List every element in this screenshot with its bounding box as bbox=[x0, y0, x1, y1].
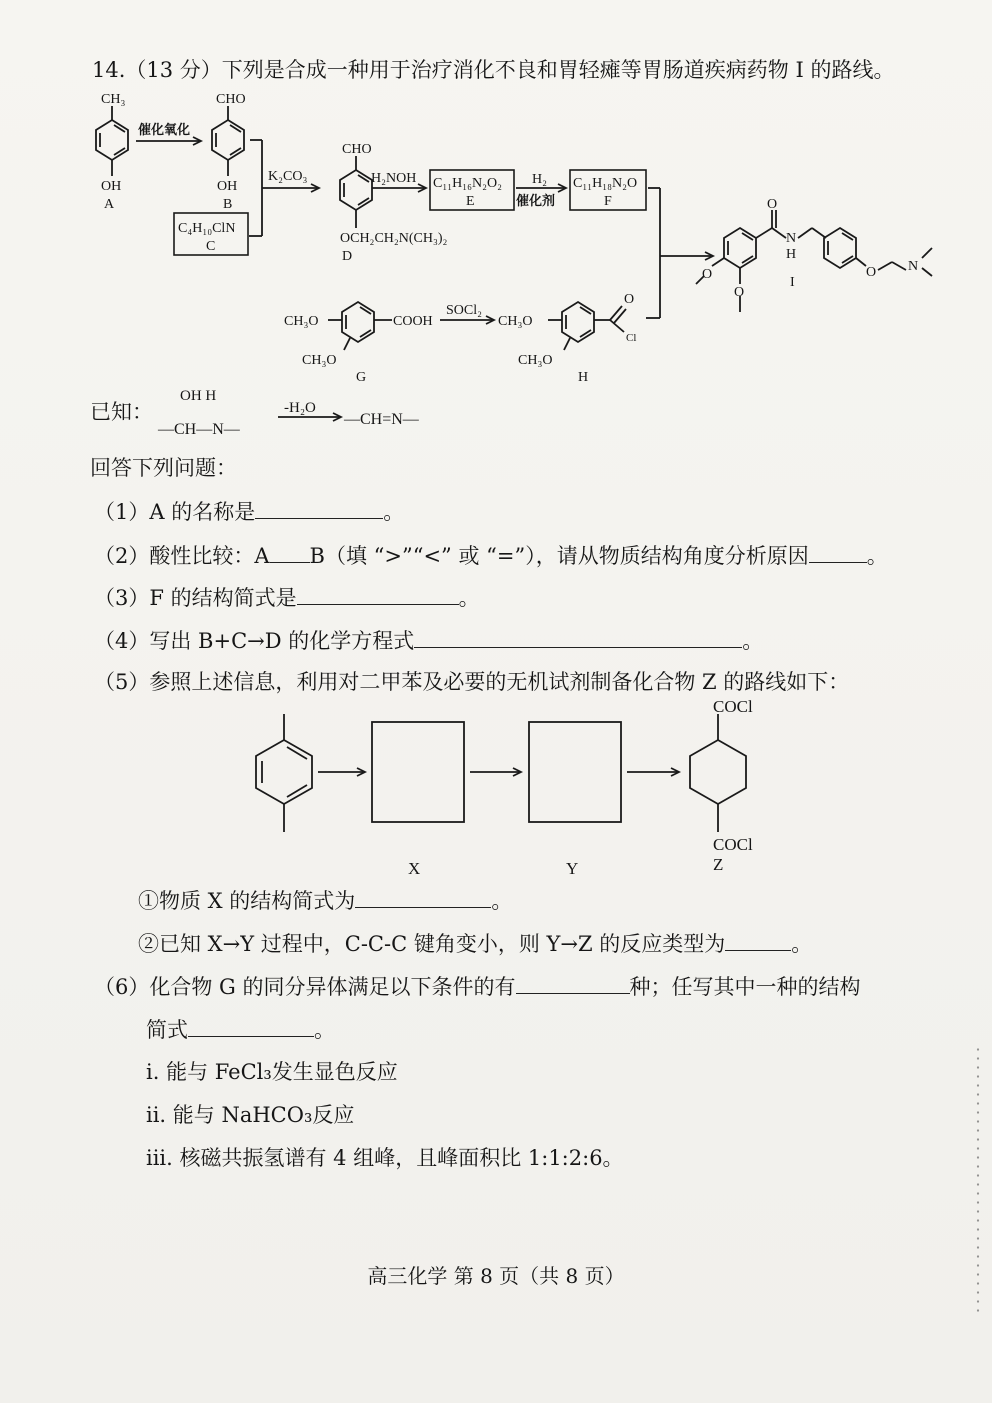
q3-answer-blank[interactable] bbox=[297, 582, 459, 605]
i-o: O bbox=[767, 197, 778, 212]
page-footer: 高三化学 第 8 页（共 8 页） bbox=[367, 1264, 625, 1288]
q4-text: （4）写出 B+C→D 的化学方程式 bbox=[94, 629, 415, 653]
label-y: Y bbox=[566, 859, 579, 878]
q5-2-text: ②已知 X→Y 过程中，C-C-C 键角变小，则 Y→Z 的反应类型为 bbox=[138, 932, 726, 956]
question-1: （1）A 的名称是 。 bbox=[94, 496, 404, 526]
i-h: H bbox=[786, 247, 797, 262]
ring-h bbox=[548, 302, 626, 350]
question-6-cont: 简式 。 bbox=[146, 1014, 335, 1044]
d-substituent: OCH₂CH₂N(CH₃)₂ bbox=[340, 231, 448, 246]
known-left-bottom: —CH—N— bbox=[158, 421, 240, 438]
formula-f: C₁₁H₁₈N₂O bbox=[573, 176, 638, 191]
question-3: （3）F 的结构简式是 。 bbox=[94, 582, 480, 612]
label-x: X bbox=[408, 859, 421, 878]
question-5-1: ①物质 X 的结构简式为 。 bbox=[138, 885, 512, 915]
compound-z bbox=[690, 714, 746, 832]
question-2: （2）酸性比较：A B（填 “>”“<” 或 “=”），请从物质结构角度分析原因 。 bbox=[94, 540, 888, 570]
label-b: B bbox=[223, 197, 233, 212]
x-box[interactable] bbox=[372, 722, 464, 822]
y-box[interactable] bbox=[529, 722, 621, 822]
reagent-k2co3: K₂CO₃ bbox=[268, 169, 308, 184]
ring-g bbox=[328, 302, 392, 350]
i-n: N bbox=[786, 231, 797, 246]
label-c: C bbox=[206, 239, 216, 254]
question-number: 14. bbox=[92, 58, 126, 82]
answer-intro: 回答下列问题： bbox=[90, 456, 237, 480]
p-xylene bbox=[256, 714, 312, 832]
q1-text: （1）A 的名称是 bbox=[94, 500, 256, 524]
i-o4: O bbox=[734, 285, 745, 300]
q4-answer-blank[interactable] bbox=[414, 625, 742, 648]
a-ch3: CH₃ bbox=[101, 92, 126, 107]
q6-text-c: 简式 bbox=[146, 1018, 188, 1042]
reagent-h2noh: H₂NOH bbox=[371, 171, 417, 186]
reagent-a-b: 催化氧化 bbox=[138, 122, 191, 137]
z-cocl-bottom: COCl bbox=[713, 835, 753, 854]
i-o3: O bbox=[702, 267, 713, 282]
label-g: G bbox=[356, 370, 367, 385]
d-cho: CHO bbox=[342, 142, 372, 157]
question-5-2: ②已知 X→Y 过程中，C-C-C 键角变小，则 Y→Z 的反应类型为 。 bbox=[138, 928, 812, 958]
q5-1-text: ①物质 X 的结构简式为 bbox=[138, 889, 356, 913]
question-5: （5）参照上述信息，利用对二甲苯及必要的无机试剂制备化合物 Z 的路线如下： bbox=[94, 670, 850, 694]
compound-i bbox=[696, 210, 932, 312]
q6-count-blank[interactable] bbox=[516, 971, 630, 994]
h-cl: Cl bbox=[626, 332, 637, 344]
reagent-h2: H₂ bbox=[532, 172, 547, 187]
question-6 bbox=[94, 971, 861, 1001]
formula-c: C₄H₁₀ClN bbox=[178, 221, 236, 236]
q6-structure-blank[interactable] bbox=[188, 1014, 314, 1037]
h-left: CH₃O bbox=[498, 314, 533, 329]
h-o: O bbox=[624, 292, 635, 307]
condition-iii: iii. 核磁共振氢谱有 4 组峰，且峰面积比 1:1:2:6。 bbox=[146, 1146, 624, 1170]
condition-i: i. 能与 FeCl₃发生显色反应 bbox=[146, 1060, 398, 1084]
label-a: A bbox=[104, 197, 115, 212]
g-bottom: CH₃O bbox=[302, 353, 337, 368]
h-bottom: CH₃O bbox=[518, 353, 553, 368]
ring-b bbox=[212, 106, 244, 176]
condition-ii: ii. 能与 NaHCO₃反应 bbox=[146, 1103, 355, 1127]
formula-e: C₁₁H₁₆N₂O₂ bbox=[433, 176, 502, 191]
q2-compare-blank[interactable] bbox=[270, 540, 310, 563]
reagent-socl2: SOCl₂ bbox=[446, 303, 483, 318]
b-cho: CHO bbox=[216, 92, 246, 107]
q5-2-answer-blank[interactable] bbox=[725, 928, 791, 951]
ring-d bbox=[340, 156, 372, 228]
question-title: （13 分）下列是合成一种用于治疗消化不良和胃轻瘫等胃肠道疾病药物 I 的路线。 bbox=[125, 58, 895, 82]
ring-a bbox=[96, 106, 128, 176]
label-h: H bbox=[578, 370, 589, 385]
label-d: D bbox=[342, 249, 353, 264]
known-condition: -H₂O bbox=[284, 400, 316, 416]
z-cocl-top: COCl bbox=[713, 697, 753, 716]
label-z: Z bbox=[713, 855, 724, 874]
reagent-catalyst: 催化剂 bbox=[516, 193, 556, 208]
known-label: 已知： bbox=[90, 400, 153, 424]
synthesis-scheme bbox=[0, 0, 992, 440]
label-e: E bbox=[466, 194, 475, 209]
b-oh: OH bbox=[217, 179, 238, 194]
g-right: COOH bbox=[393, 314, 433, 329]
q5-1-answer-blank[interactable] bbox=[355, 885, 491, 908]
q6-text-a: （6）化合物 G 的同分异体满足以下条件的有 bbox=[94, 975, 516, 999]
g-left: CH₃O bbox=[284, 314, 319, 329]
label-i: I bbox=[790, 275, 795, 290]
binding-edge-dots bbox=[975, 1045, 981, 1315]
q2-reason-blank[interactable] bbox=[809, 540, 867, 563]
q3-text: （3）F 的结构简式是 bbox=[94, 586, 297, 610]
i-o2: O bbox=[866, 265, 877, 280]
q1-answer-blank[interactable] bbox=[255, 496, 383, 519]
q2-text-b: B（填 “>”“<” 或 “=”），请从物质结构角度分析原因 bbox=[309, 544, 809, 568]
question-4: （4）写出 B+C→D 的化学方程式 。 bbox=[94, 625, 763, 655]
a-oh: OH bbox=[101, 179, 122, 194]
known-product: —CH=N— bbox=[344, 411, 419, 428]
known-left-top: OH H bbox=[180, 388, 217, 404]
i-n2: N bbox=[908, 259, 919, 274]
q6-text-b: 种；任写其中一种的结构 bbox=[629, 975, 861, 999]
q2-text-a: （2）酸性比较：A bbox=[94, 544, 270, 568]
label-f: F bbox=[604, 194, 612, 209]
